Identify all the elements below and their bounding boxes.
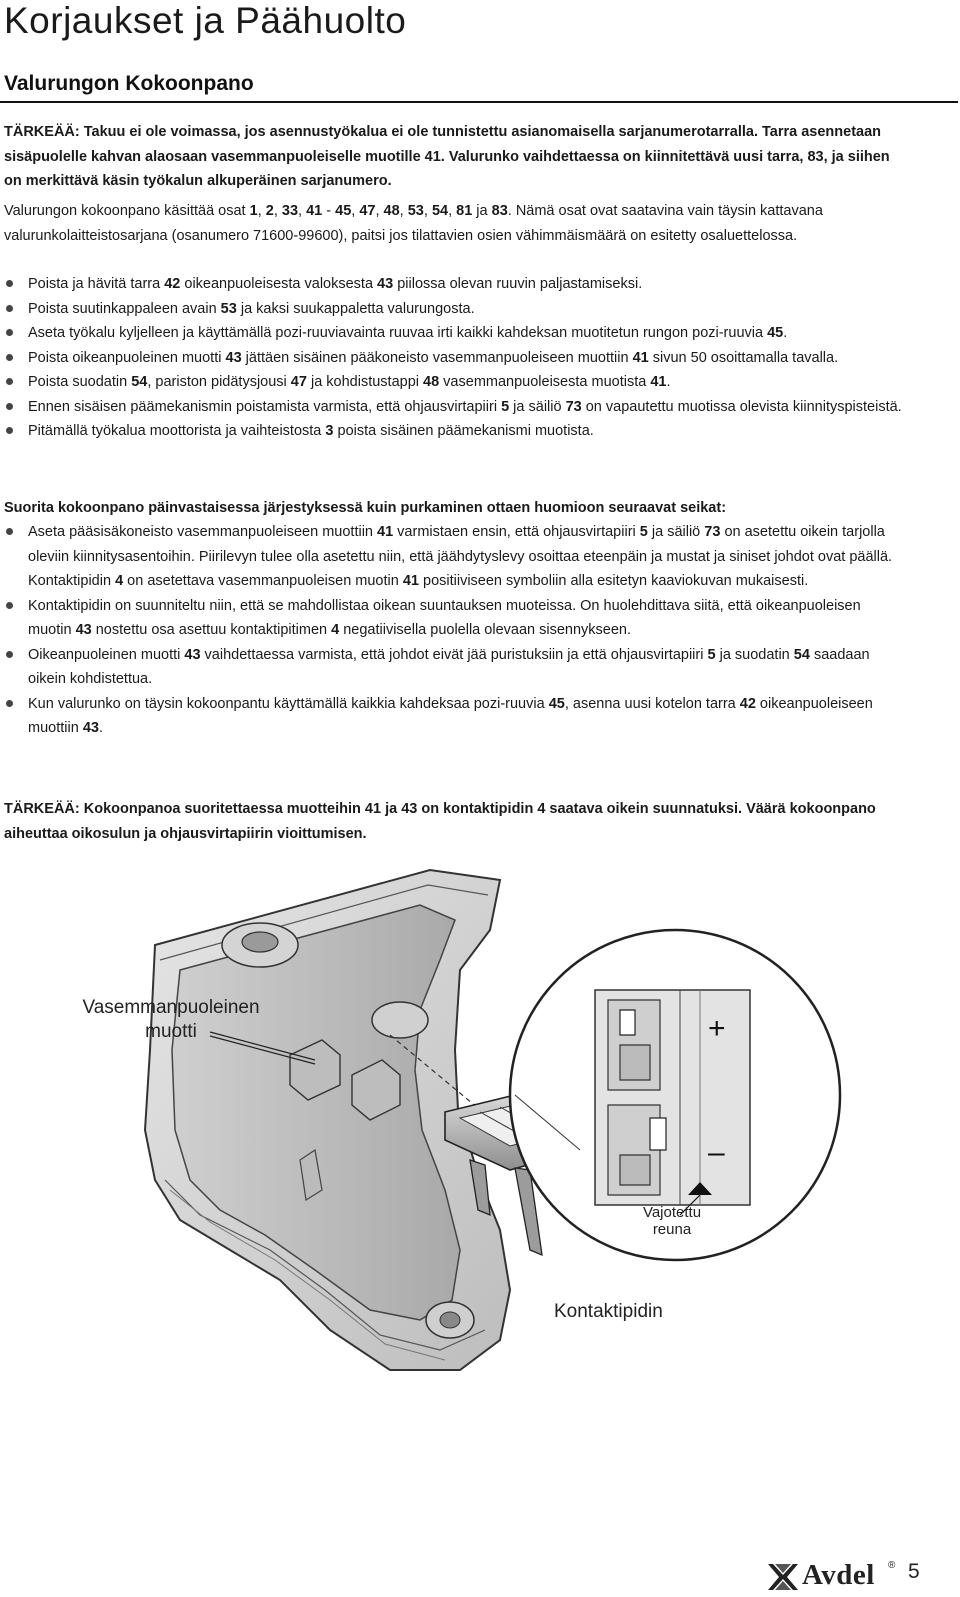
mould-drawing <box>60 850 960 1540</box>
registered-mark: ® <box>888 1560 896 1571</box>
reassembly-heading: Suorita kokoonpano päinvastaisessa järjestyksessä kuin purkaminen ottaen huomioon seuraavat seikat: <box>4 500 727 516</box>
section-title: Valurungon Kokoonpano <box>4 72 254 95</box>
minus-symbol: – <box>708 1136 725 1169</box>
list-item: Poista oikeanpuoleinen muotti 43 jättäen sisäinen pääkoneisto vasemmanpuoleiseen muottiin 41 sivun 50 osoittamalla tavalla. <box>4 346 904 371</box>
intro-paragraph: Valurungon kokoonpano käsittää osat 1, 2, 33, 41 - 45, 47, 48, 53, 54, 81 ja 83. Nämä osat ovat saatavina vain täysin kattavana valurunkolaitteistosarjana (osanumero 71600-99600), paitsi jos tilattavien osien vähimmäismäärä on esitetty osaluettelossa. <box>4 203 823 244</box>
list-item: Poista ja hävitä tarra 42 oikeanpuoleisesta valoksesta 43 piilossa olevan ruuvin paljastamiseksi. <box>4 272 904 297</box>
list-item: Poista suodatin 54, pariston pidätysjousi 47 ja kohdistustappi 48 vasemmanpuoleisesta muotista 41. <box>4 370 904 395</box>
list-item: Pitämällä työkalua moottorista ja vaihteistosta 3 poista sisäinen päämekanismi muotista. <box>4 419 904 444</box>
label-contact-holder: Kontaktipidin <box>554 1301 663 1322</box>
orientation-warning: TÄRKEÄÄ: Kokoonpanoa suoritettaessa muotteihin 41 ja 43 on kontaktipidin 4 saatava oikein suunnatuksi. Väärä kokoonpano aiheuttaa oikosulun ja ohjausvirtapiirin vioittumisen. <box>4 801 876 842</box>
assembly-illustration <box>60 850 960 1540</box>
page-number: 5 <box>908 1560 920 1583</box>
list-item: Kontaktipidin on suunniteltu niin, että se mahdollistaa oikean suuntauksen muoteissa. On huolehdittava siitä, että oikeanpuoleisen muotin 43 nostettu osa asettuu kontaktipitimen 4 negatiivisella puolella olevaan sisennykseen. <box>4 594 904 643</box>
avdel-logo <box>766 1558 896 1592</box>
list-item: Oikeanpuoleinen muotti 43 vaihdettaessa varmista, että johdot eivät jää puristuksiin ja että ohjausvirtapiiri 5 ja suodatin 54 saadaan oikein kohdistettua. <box>4 643 904 692</box>
list-item: Aseta työkalu kyljelleen ja käyttämällä pozi-ruuviavainta ruuvaa irti kaikki kahdeksan muotitetun rungon pozi-ruuvia 45. <box>4 321 904 346</box>
list-item: Aseta pääsisäkoneisto vasemmanpuoleiseen muottiin 41 varmistaen ensin, että ohjausvirtapiiri 5 ja säiliö 73 on asetettu oikein tarjolla oleviin kiinnitysasentoihin. Piirilevyn tulee olla asetettu niin, että jäähdytyslevy osoittaa eteenpäin ja mustat ja siniset johdot ovat päällä. Kontaktipidin 4 on asetettava vasemmanpuoleisen muotin 41 positiiviseen symboliin alla esitetyn kaaviokuvan mukaisesti. <box>4 520 904 594</box>
label-left-mould <box>76 996 266 1044</box>
label-edge-line-2: reuna <box>652 1221 692 1238</box>
list-item: Poista suutinkappaleen avain 53 ja kaksi suukappaletta valurungosta. <box>4 297 904 322</box>
label-edge-line-1: Vajotettu <box>642 1204 702 1221</box>
warranty-warning: TÄRKEÄÄ: Takuu ei ole voimassa, jos asennustyökalua ei ole tunnistettu asianomaisella sarjanumerotarralla. Tarra asennetaan sisäpuolelle kahvan alaosaan vasemmanpuoleiselle muotille 41. Valurunko vaihdettaessa on kiinnitettävä uusi tarra, 83, ja siihen on merkittävä käsin työkalun alkuperäinen sarjanumero. <box>4 124 890 189</box>
label-left-mould-text: Vasemmanpuoleinen muotti <box>82 997 260 1042</box>
chapter-title: Korjaukset ja Päähuolto <box>4 0 407 41</box>
section-divider <box>0 101 958 103</box>
list-item: Ennen sisäisen päämekanismin poistamista varmista, että ohjausvirtapiiri 5 ja säiliö 73 on vapautettu muotissa olevista kiinnityspisteistä. <box>4 395 904 420</box>
plus-symbol: + <box>708 1012 726 1045</box>
reassembly-steps <box>4 520 904 741</box>
disassembly-steps <box>4 272 904 444</box>
label-recessed-edge <box>636 1204 708 1238</box>
brand-name: Avdel <box>802 1559 875 1591</box>
list-item: Kun valurunko on täysin kokoonpantu käyttämällä kaikkia kahdeksaa pozi-ruuvia 45, asenna uusi kotelon tarra 42 oikeanpuoleiseen muottiin 43. <box>4 692 904 741</box>
avdel-logo-mark-icon <box>766 1562 800 1592</box>
